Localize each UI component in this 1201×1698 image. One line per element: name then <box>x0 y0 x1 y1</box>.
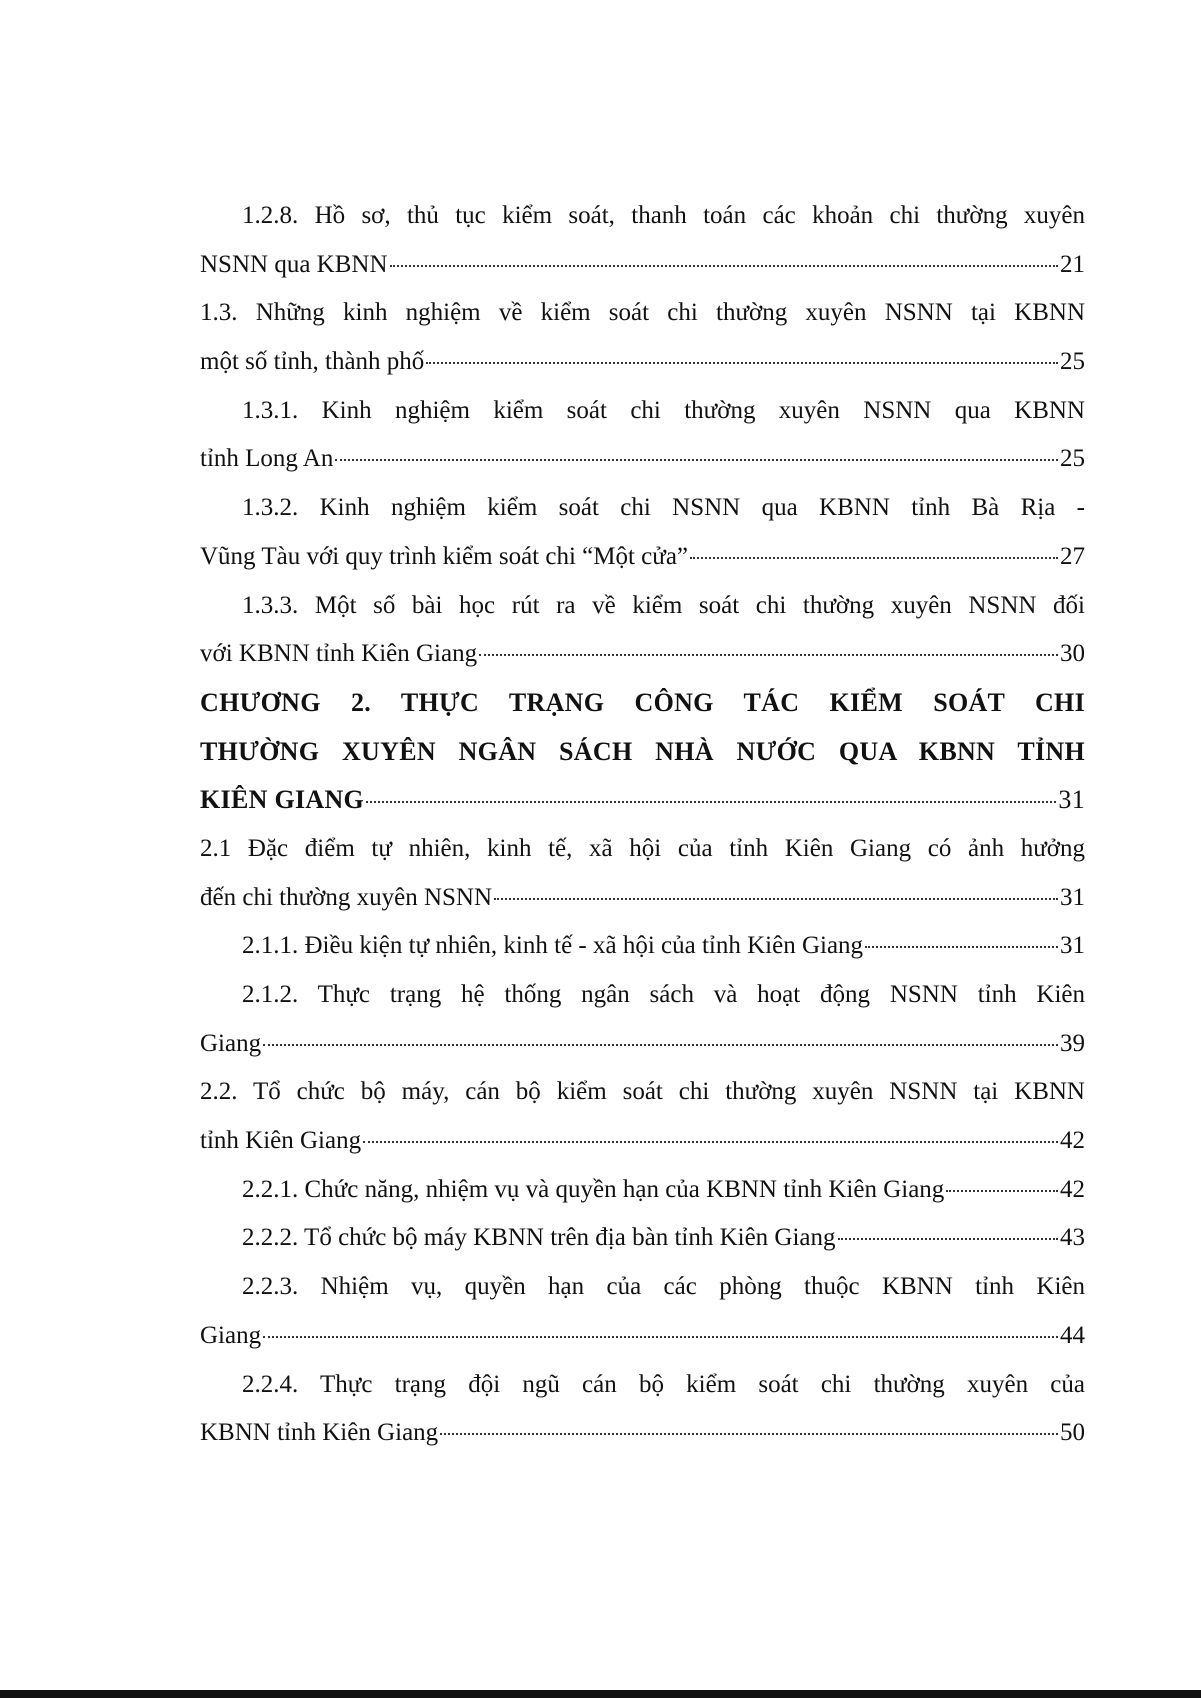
toc-page-number: 27 <box>1060 542 1085 570</box>
toc-entry-last-line <box>200 1214 1085 1263</box>
toc-entry-line: 1.2.8. Hồ sơ, thủ tục kiểm soát, thanh toán các khoản chi thường xuyên <box>242 202 1085 229</box>
dot-leader <box>865 945 1058 948</box>
toc-entry-last-line <box>200 1312 1085 1361</box>
toc-entry-title: đến chi thường xuyên NSNN <box>200 883 493 911</box>
toc-entry <box>200 1361 1085 1458</box>
toc-entry-last-line <box>200 1020 1085 1069</box>
toc-entry-last-line <box>200 533 1085 582</box>
toc-entry-line: 2.2.3. Nhiệm vụ, quyền hạn của các phòng thuộc KBNN tỉnh Kiên <box>242 1273 1085 1301</box>
toc-page-number: 42 <box>1060 1175 1085 1203</box>
dot-leader <box>440 1432 1058 1435</box>
toc-entry-title: KIÊN GIANG <box>200 785 365 815</box>
toc-entry-title: Giang <box>200 1321 262 1349</box>
toc-entry-title: một số tỉnh, thành phố <box>200 348 425 376</box>
toc-entry-last-line <box>200 1166 1085 1215</box>
dot-leader <box>390 264 1059 267</box>
toc-entry <box>200 192 1085 289</box>
toc-entry-title: tỉnh Long An <box>200 445 334 473</box>
toc-entry-title: Giang <box>200 1029 262 1057</box>
toc-entry-last-line <box>200 776 1085 825</box>
toc-entry-last-line <box>200 1409 1085 1458</box>
toc-entry-last-line <box>200 922 1085 971</box>
toc-entry-line: 1.3.1. Kinh nghiệm kiểm soát chi thường xuyên NSNN qua KBNN <box>242 396 1085 424</box>
toc-page-number: 31 <box>1060 932 1085 960</box>
dot-leader <box>946 1189 1058 1192</box>
toc-page-number: 21 <box>1060 250 1085 278</box>
toc-entry <box>200 1068 1085 1165</box>
toc-entry-last-line <box>200 241 1085 290</box>
toc-entry-last-line <box>200 338 1085 387</box>
toc-entry-last-line <box>200 435 1085 484</box>
toc-entry <box>200 1263 1085 1360</box>
toc-entry-title: NSNN qua KBNN <box>200 250 388 278</box>
toc-entry <box>200 484 1085 581</box>
toc-entry <box>200 825 1085 922</box>
toc-entry <box>200 1166 1085 1215</box>
toc-page-number: 39 <box>1060 1029 1085 1057</box>
dot-leader <box>426 361 1058 364</box>
toc-entry-title: KBNN tỉnh Kiên Giang <box>200 1419 439 1447</box>
toc-entry <box>200 679 1085 825</box>
dot-leader <box>838 1237 1058 1240</box>
dot-leader <box>366 800 1056 803</box>
toc-entry <box>200 922 1085 971</box>
toc-entry-line: 2.2.4. Thực trạng đội ngũ cán bộ kiểm soát chi thường xuyên của <box>242 1370 1085 1398</box>
toc-entry-line: 2.2. Tổ chức bộ máy, cán bộ kiểm soát chi thường xuyên NSNN tại KBNN <box>200 1078 1085 1106</box>
toc-page-number: 25 <box>1060 445 1085 473</box>
toc-entry <box>200 582 1085 679</box>
toc-page-number: 25 <box>1060 348 1085 376</box>
toc-entry-last-line <box>200 1117 1085 1166</box>
toc-entry-title: 2.1.1. Điều kiện tự nhiên, kinh tế - xã hội của tỉnh Kiên Giang <box>242 932 864 960</box>
dot-leader <box>263 1335 1058 1338</box>
toc-page-number: 44 <box>1060 1321 1085 1349</box>
toc-entry <box>200 387 1085 484</box>
dot-leader <box>494 897 1058 900</box>
dot-leader <box>335 458 1058 461</box>
toc-entry-title: với KBNN tỉnh Kiên Giang <box>200 640 478 668</box>
toc-entry-line: 1.3.3. Một số bài học rút ra về kiểm soát chi thường xuyên NSNN đối <box>242 591 1085 619</box>
toc-entry-line: 1.3.2. Kinh nghiệm kiểm soát chi NSNN qua KBNN tỉnh Bà Rịa - <box>242 494 1085 522</box>
toc-entry-title: tỉnh Kiên Giang <box>200 1127 362 1155</box>
toc-entry <box>200 1214 1085 1263</box>
dot-leader <box>363 1140 1058 1143</box>
toc-entry-line: CHƯƠNG 2. THỰC TRẠNG CÔNG TÁC KIỂM SOÁT CHI <box>200 687 1085 717</box>
toc-page-number: 31 <box>1060 883 1085 911</box>
toc-entry-title: Vũng Tàu với quy trình kiểm soát chi “Một cửa” <box>200 542 689 570</box>
toc-entry-line: 2.1.2. Thực trạng hệ thống ngân sách và hoạt động NSNN tỉnh Kiên <box>242 981 1085 1008</box>
toc-page-number: 43 <box>1060 1224 1085 1252</box>
dot-leader <box>479 653 1058 656</box>
table-of-contents <box>200 192 1085 1458</box>
toc-page-number: 42 <box>1060 1127 1085 1155</box>
toc-entry-last-line <box>200 630 1085 679</box>
toc-entry-title: 2.2.1. Chức năng, nhiệm vụ và quyền hạn của KBNN tỉnh Kiên Giang <box>242 1175 945 1203</box>
toc-entry <box>200 289 1085 386</box>
toc-entry-line: 1.3. Những kinh nghiệm về kiểm soát chi thường xuyên NSNN tại KBNN <box>200 299 1085 327</box>
dot-leader <box>263 1043 1058 1046</box>
page-bottom-edge <box>0 1690 1201 1698</box>
toc-entry <box>200 971 1085 1068</box>
toc-page-number: 50 <box>1060 1419 1085 1447</box>
toc-entry-last-line <box>200 874 1085 923</box>
toc-entry-title: 2.2.2. Tổ chức bộ máy KBNN trên địa bàn tỉnh Kiên Giang <box>242 1224 836 1252</box>
toc-page-number: 31 <box>1058 785 1085 815</box>
toc-entry-line: THƯỜNG XUYÊN NGÂN SÁCH NHÀ NƯỚC QUA KBNN TỈNH <box>200 736 1085 766</box>
toc-page-number: 30 <box>1060 640 1085 668</box>
toc-entry-line: 2.1 Đặc điểm tự nhiên, kinh tế, xã hội của tỉnh Kiên Giang có ảnh hưởng <box>200 834 1085 862</box>
dot-leader <box>690 556 1058 559</box>
